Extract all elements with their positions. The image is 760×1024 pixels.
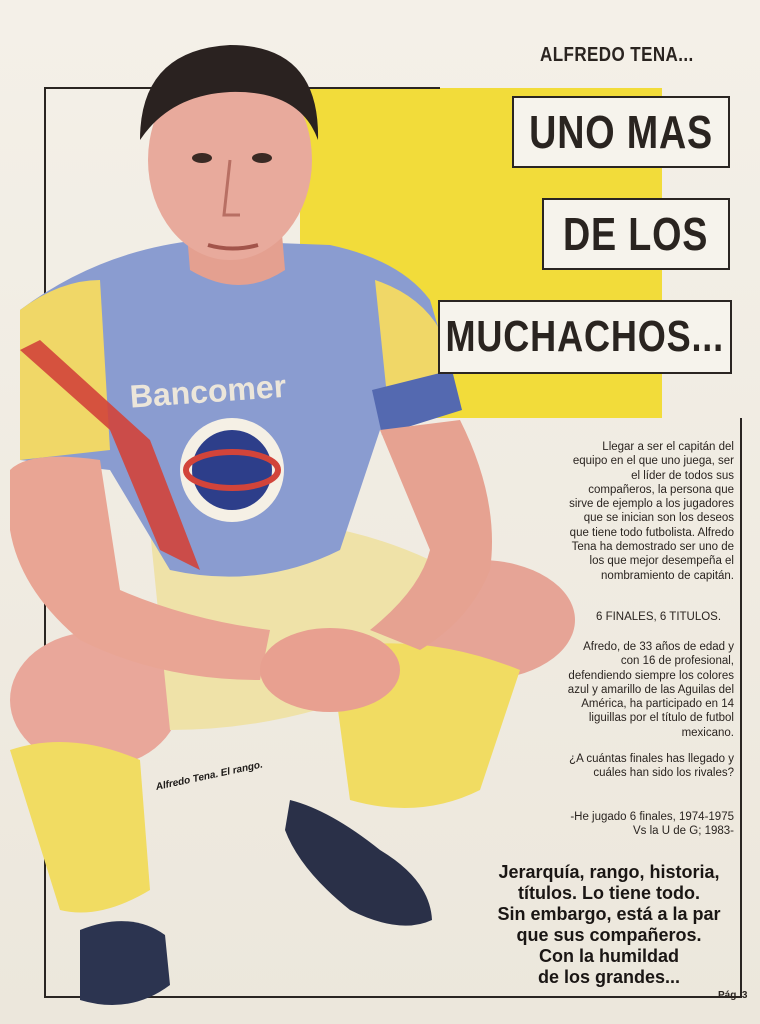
pull-quote-line: que sus compañeros. xyxy=(516,925,702,945)
kicker-title: ALFREDO TENA... xyxy=(540,44,694,66)
headline-line-2: DE LOS xyxy=(563,208,709,260)
article-subhead: 6 FINALES, 6 TITULOS. xyxy=(596,611,722,623)
pull-quote-line: títulos. Lo tiene todo. xyxy=(518,883,700,903)
frame-line-right xyxy=(740,418,742,998)
pull-quote-line: Sin embargo, está a la par xyxy=(497,904,721,924)
article-answer: -He jugado 6 finales, 1974-1975 Vs la U de G; 1983- xyxy=(570,811,734,838)
headline-line-3: MUCHACHOS... xyxy=(445,312,725,361)
headline-box-2 xyxy=(542,198,730,270)
headline-box-3 xyxy=(438,300,732,374)
article-question: ¿A cuántas finales has llegado y cuáles han sido los rivales? xyxy=(569,753,734,780)
article-paragraph-1: Llegar a ser el capitán del equipo en el que uno juega, ser el líder de todos sus compañeros, la persona que sirve de ejemplo a los jugadores que se inician son los deseos que tiene todo futbolista. Alfredo Tena ha demostrado ser uno de los que mejor desempeña el nombramiento de capitán. xyxy=(569,441,734,582)
photo-caption: Alfredo Tena. El rango. xyxy=(154,759,264,793)
headline-box-1 xyxy=(512,96,730,168)
jersey-sponsor-text: Bancomer xyxy=(128,367,288,415)
pull-quote-line: Jerarquía, rango, historia, xyxy=(498,862,720,882)
page-number: Pág. 3 xyxy=(718,990,748,1001)
pull-quote-line: Con la humildad xyxy=(538,946,679,966)
pull-quote xyxy=(480,862,738,988)
pull-quote-line: de los grandes... xyxy=(537,967,681,987)
article-paragraph-2: Afredo, de 33 años de edad y con 16 de profesional, defendiendo siempre los colores azul y amarillo de las Aguilas del América, ha participado en 14 liguillas por el título de futbol mexicano. xyxy=(567,641,734,739)
headline-line-1: UNO MAS xyxy=(529,106,713,158)
